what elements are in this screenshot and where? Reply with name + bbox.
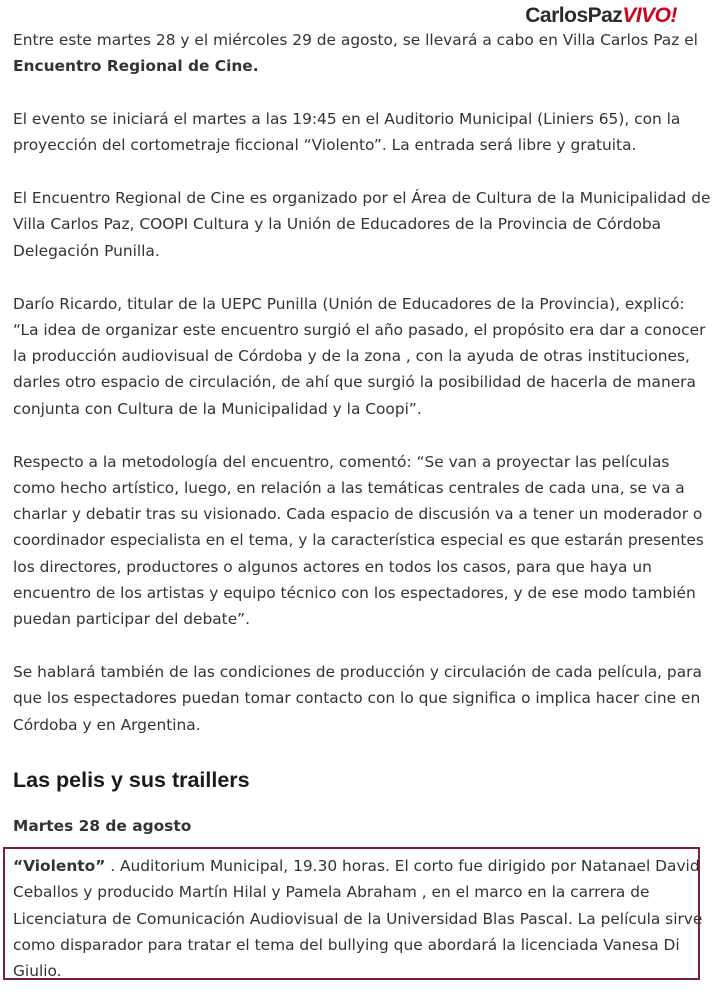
article-paragraph-quote: Darío Ricardo, titular de la UEPC Punilla (Unión de Educadores de la Provincia), explicó: “La idea de organizar este encuentro surgió el año pasado, el propósito era dar a conocer la producción audiovisual de Córdoba y de la zona , con la ayuda de otras instituciones, darles otro espacio de circulación, de ahí que surgió la posibilidad de hacerla de manera conjunta con Cultura de la Municipalidad y la Coopi”.	[13, 294, 706, 418]
article-body	[13, 27, 711, 863]
film-title: “Violento”	[13, 857, 106, 875]
intro-text: Entre este martes 28 y el miércoles 29 de agosto, se llevará a cabo en Villa Carlos Paz el	[13, 31, 698, 49]
film-box	[13, 853, 703, 984]
event-name: Encuentro Regional de Cine.	[13, 57, 259, 76]
logo-text-vivo: VIVO!	[622, 4, 677, 27]
site-logo[interactable]	[525, 4, 677, 28]
film-description: . Auditorium Municipal, 19.30 horas. El corto fue dirigido por Natanael David Ceballos y producido Martín Hilal y Pamela Abraham , en el marco en la carrera de Licenciatura de Comunicación Audiovisual de la Universidad Blas Pascal. La película sirve como disparador para tratar el tema del bullying que abordará la licenciada Vanesa Di Giulio.	[13, 857, 703, 981]
logo-text-carlospaz: CarlosPaz	[525, 4, 623, 27]
day-label: Martes 28 de agosto	[13, 817, 192, 836]
article-paragraph-methodology: Respecto a la metodología del encuentro, comentó: “Se van a proyectar las películas como hecho artístico, luego, en relación a las temáticas centrales de cada una, se va a charlar y debatir tras su visionado. Cada espacio de discusión va a tener un moderador o coordinador especialista en el tema, y la característica especial es que estarán presentes los directores, productores o algunos actores en todos los casos, para que haya un encuentro de los artistas y equipo técnico con los espectadores, y de ese modo también puedan participar del debate”.	[13, 452, 704, 629]
article-paragraph-organizers: El Encuentro Regional de Cine es organizado por el Área de Cultura de la Municipalidad de Villa Carlos Paz, COOPI Cultura y la Unión de Educadores de la Provincia de Córdoba Delegación Punilla.	[13, 189, 711, 260]
section-heading: Las pelis y sus traillers	[13, 768, 250, 793]
article-paragraph-intro	[13, 27, 711, 80]
article-paragraph-conditions: Se hablará también de las condiciones de producción y circulación de cada película, para que los espectadores puedan tomar contacto con lo que significa o implica hacer cine en Córdoba y en Argentina.	[13, 663, 702, 734]
article-paragraph-schedule: El evento se iniciará el martes a las 19:45 en el Auditorio Municipal (Liniers 65), con la proyección del cortometraje ficcional “Violento”. La entrada será libre y gratuita.	[13, 110, 681, 155]
